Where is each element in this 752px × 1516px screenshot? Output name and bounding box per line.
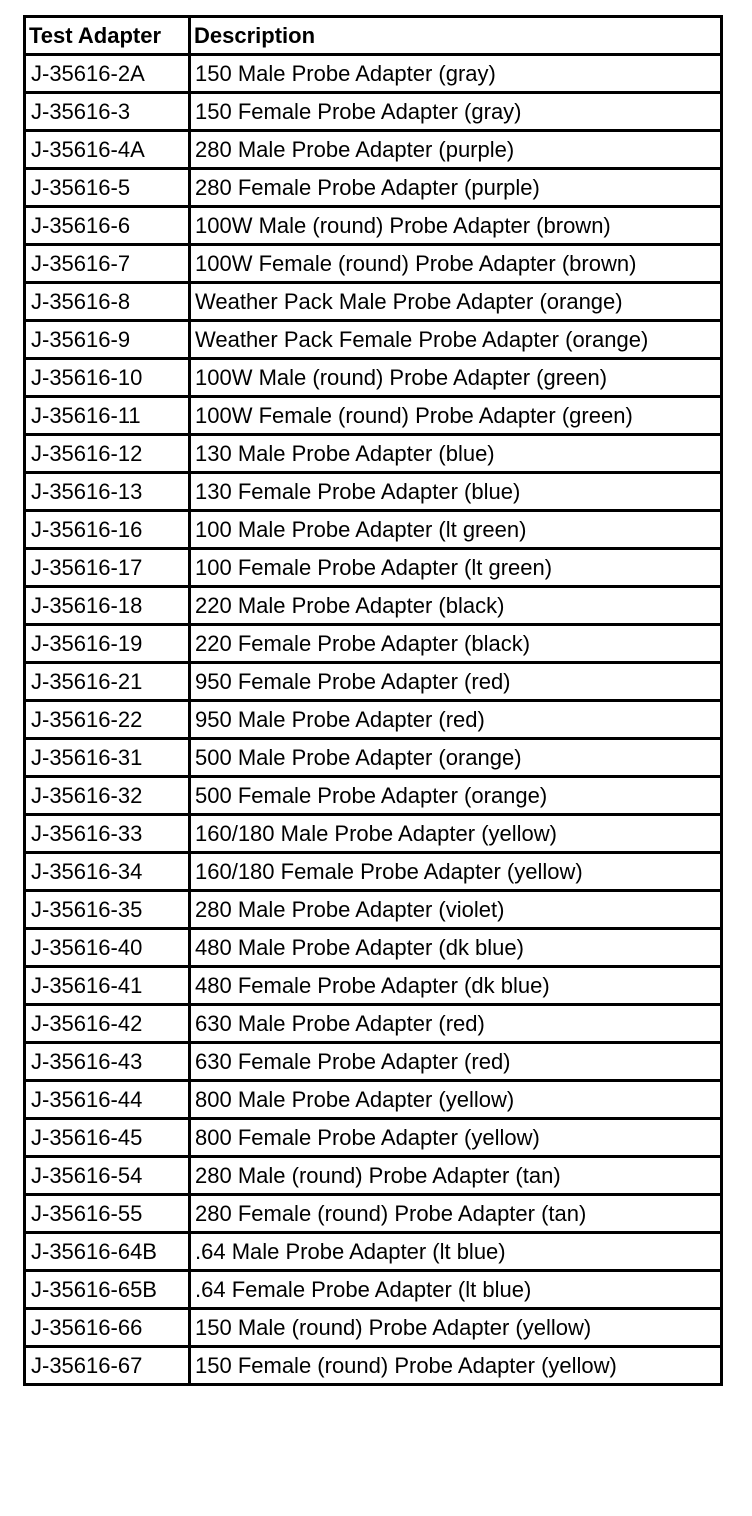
header-description: Description <box>190 17 722 55</box>
table-row <box>25 815 722 853</box>
table-row <box>25 1157 722 1195</box>
table-row <box>25 853 722 891</box>
adapter-description: .64 Female Probe Adapter (lt blue) <box>190 1271 722 1309</box>
adapter-part-number: J-35616-18 <box>25 587 190 625</box>
adapter-description: 100W Male (round) Probe Adapter (green) <box>190 359 722 397</box>
test-adapter-table <box>23 15 723 1386</box>
adapter-description: 100 Female Probe Adapter (lt green) <box>190 549 722 587</box>
adapter-description: 130 Female Probe Adapter (blue) <box>190 473 722 511</box>
table-row <box>25 663 722 701</box>
adapter-description: 100W Male (round) Probe Adapter (brown) <box>190 207 722 245</box>
adapter-description: 220 Male Probe Adapter (black) <box>190 587 722 625</box>
table-row <box>25 891 722 929</box>
table-row <box>25 1347 722 1385</box>
table-row <box>25 549 722 587</box>
adapter-part-number: J-35616-43 <box>25 1043 190 1081</box>
adapter-description: 630 Male Probe Adapter (red) <box>190 1005 722 1043</box>
table-row <box>25 283 722 321</box>
table-row <box>25 93 722 131</box>
adapter-description: Weather Pack Female Probe Adapter (orange) <box>190 321 722 359</box>
table-row <box>25 207 722 245</box>
table-row <box>25 625 722 663</box>
table-header <box>25 17 722 55</box>
table-row <box>25 55 722 93</box>
adapter-part-number: J-35616-4A <box>25 131 190 169</box>
adapter-part-number: J-35616-13 <box>25 473 190 511</box>
adapter-description: 100 Male Probe Adapter (lt green) <box>190 511 722 549</box>
adapter-description: 160/180 Male Probe Adapter (yellow) <box>190 815 722 853</box>
adapter-part-number: J-35616-40 <box>25 929 190 967</box>
table-row <box>25 1309 722 1347</box>
table-row <box>25 1005 722 1043</box>
adapter-description: 280 Male Probe Adapter (violet) <box>190 891 722 929</box>
adapter-description: 150 Male Probe Adapter (gray) <box>190 55 722 93</box>
adapter-part-number: J-35616-11 <box>25 397 190 435</box>
header-test-adapter: Test Adapter <box>25 17 190 55</box>
table-row <box>25 701 722 739</box>
adapter-part-number: J-35616-33 <box>25 815 190 853</box>
adapter-description: 220 Female Probe Adapter (black) <box>190 625 722 663</box>
adapter-part-number: J-35616-45 <box>25 1119 190 1157</box>
adapter-description: 280 Male Probe Adapter (purple) <box>190 131 722 169</box>
adapter-part-number: J-35616-2A <box>25 55 190 93</box>
table-body <box>25 55 722 1385</box>
table-row <box>25 777 722 815</box>
adapter-description: 280 Male (round) Probe Adapter (tan) <box>190 1157 722 1195</box>
table-row <box>25 587 722 625</box>
table-row <box>25 359 722 397</box>
adapter-description: 130 Male Probe Adapter (blue) <box>190 435 722 473</box>
adapter-description: 280 Female Probe Adapter (purple) <box>190 169 722 207</box>
adapter-description: 150 Female (round) Probe Adapter (yellow) <box>190 1347 722 1385</box>
adapter-part-number: J-35616-34 <box>25 853 190 891</box>
adapter-description: 500 Female Probe Adapter (orange) <box>190 777 722 815</box>
table-row <box>25 1081 722 1119</box>
adapter-part-number: J-35616-16 <box>25 511 190 549</box>
adapter-description: 150 Male (round) Probe Adapter (yellow) <box>190 1309 722 1347</box>
adapter-part-number: J-35616-8 <box>25 283 190 321</box>
table-row <box>25 473 722 511</box>
adapter-part-number: J-35616-5 <box>25 169 190 207</box>
adapter-description: 630 Female Probe Adapter (red) <box>190 1043 722 1081</box>
table-row <box>25 1043 722 1081</box>
adapter-part-number: J-35616-3 <box>25 93 190 131</box>
adapter-part-number: J-35616-22 <box>25 701 190 739</box>
adapter-description: 480 Female Probe Adapter (dk blue) <box>190 967 722 1005</box>
adapter-description: 800 Female Probe Adapter (yellow) <box>190 1119 722 1157</box>
table-row <box>25 967 722 1005</box>
table-row <box>25 1233 722 1271</box>
table-row <box>25 245 722 283</box>
adapter-part-number: J-35616-12 <box>25 435 190 473</box>
adapter-part-number: J-35616-32 <box>25 777 190 815</box>
adapter-description: 500 Male Probe Adapter (orange) <box>190 739 722 777</box>
adapter-part-number: J-35616-7 <box>25 245 190 283</box>
adapter-part-number: J-35616-44 <box>25 1081 190 1119</box>
adapter-part-number: J-35616-64B <box>25 1233 190 1271</box>
table-row <box>25 435 722 473</box>
adapter-part-number: J-35616-10 <box>25 359 190 397</box>
table-row <box>25 1271 722 1309</box>
adapter-part-number: J-35616-6 <box>25 207 190 245</box>
adapter-part-number: J-35616-42 <box>25 1005 190 1043</box>
table-row <box>25 169 722 207</box>
adapter-part-number: J-35616-66 <box>25 1309 190 1347</box>
adapter-part-number: J-35616-54 <box>25 1157 190 1195</box>
table-row <box>25 511 722 549</box>
adapter-description: 160/180 Female Probe Adapter (yellow) <box>190 853 722 891</box>
adapter-part-number: J-35616-19 <box>25 625 190 663</box>
adapter-description: 280 Female (round) Probe Adapter (tan) <box>190 1195 722 1233</box>
adapter-description: 950 Male Probe Adapter (red) <box>190 701 722 739</box>
table-row <box>25 1119 722 1157</box>
adapter-description: 150 Female Probe Adapter (gray) <box>190 93 722 131</box>
adapter-description: 800 Male Probe Adapter (yellow) <box>190 1081 722 1119</box>
adapter-part-number: J-35616-17 <box>25 549 190 587</box>
adapter-part-number: J-35616-67 <box>25 1347 190 1385</box>
adapter-description: 480 Male Probe Adapter (dk blue) <box>190 929 722 967</box>
table-row <box>25 739 722 777</box>
adapter-part-number: J-35616-35 <box>25 891 190 929</box>
adapter-part-number: J-35616-21 <box>25 663 190 701</box>
table-row <box>25 397 722 435</box>
adapter-description: .64 Male Probe Adapter (lt blue) <box>190 1233 722 1271</box>
adapter-description: 950 Female Probe Adapter (red) <box>190 663 722 701</box>
adapter-description: Weather Pack Male Probe Adapter (orange) <box>190 283 722 321</box>
table-row <box>25 321 722 359</box>
table-row <box>25 1195 722 1233</box>
adapter-description: 100W Female (round) Probe Adapter (brown) <box>190 245 722 283</box>
adapter-part-number: J-35616-65B <box>25 1271 190 1309</box>
table-row <box>25 929 722 967</box>
adapter-part-number: J-35616-55 <box>25 1195 190 1233</box>
adapter-part-number: J-35616-41 <box>25 967 190 1005</box>
adapter-description: 100W Female (round) Probe Adapter (green) <box>190 397 722 435</box>
adapter-part-number: J-35616-31 <box>25 739 190 777</box>
header-row <box>25 17 722 55</box>
adapter-part-number: J-35616-9 <box>25 321 190 359</box>
table-row <box>25 131 722 169</box>
